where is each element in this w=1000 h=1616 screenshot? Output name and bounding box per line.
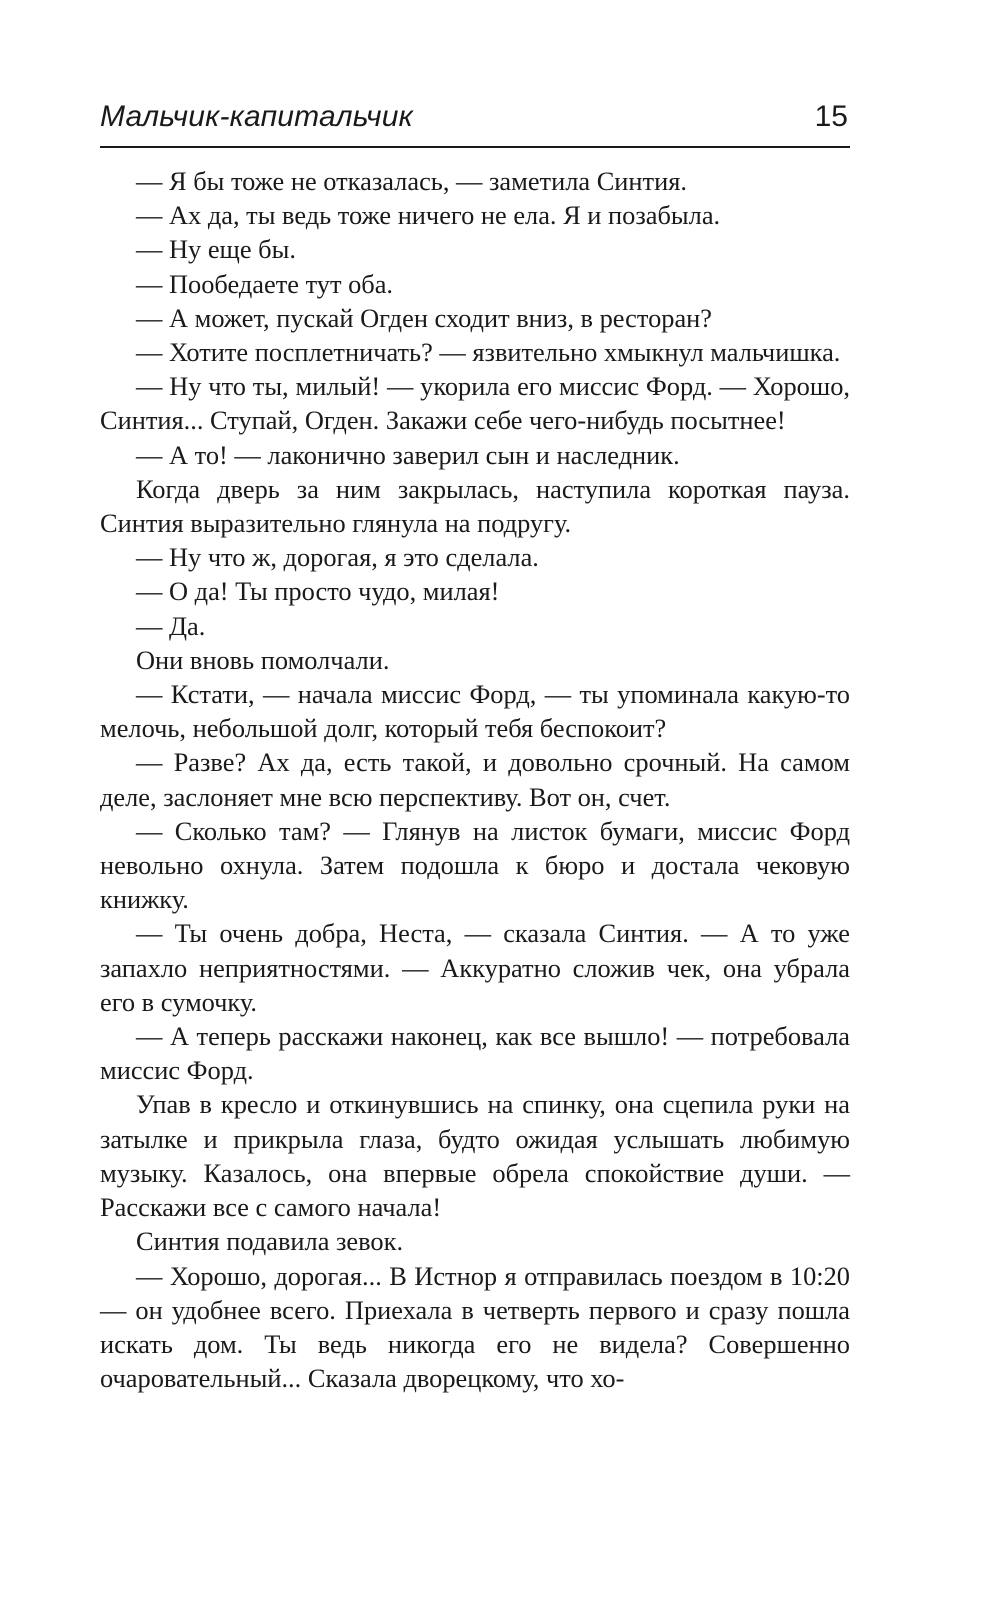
paragraph: Упав в кресло и откинувшись на спинку, она сцепила руки на затылке и прикрыла глаза, будто ожидая услышать любимую музыку. Казалось, она впервые обрела спокойствие души. — Расскажи все с самого начала!: [100, 1089, 850, 1223]
running-title: Мальчик-капитальчик: [100, 100, 413, 133]
paragraph: — Пообедаете тут оба.: [136, 268, 394, 299]
paragraph: — Ну еще бы.: [136, 234, 296, 265]
paragraph: Синтия подавила зевок.: [136, 1226, 404, 1257]
paragraph: Когда дверь за ним закрылась, наступила короткая пауза. Синтия выразительно глянула на подругу.: [100, 473, 850, 539]
paragraph: — Хотите посплетничать? — язвительно хмыкнул мальчишка.: [136, 337, 841, 368]
paragraph: — Ты очень добра, Неста, — сказала Синтия. — А то уже запахло неприятностями. — Аккуратно сложив чек, она убрала его в сумочку.: [100, 918, 850, 1017]
paragraph: Они вновь помолчали.: [136, 644, 390, 675]
paragraph: — А то! — лаконично заверил сын и наследник.: [136, 439, 680, 470]
paragraph: — А теперь расскажи наконец, как все вышло! — потребовала миссис Форд.: [100, 1021, 850, 1086]
paragraph: — Ах да, ты ведь тоже ничего не ела. Я и позабыла.: [136, 200, 721, 231]
paragraph: — Сколько там? — Глянув на листок бумаги, миссис Форд невольно охнула. Затем подошла к бюро и достала чековую книжку.: [100, 815, 850, 915]
page-number: 15: [814, 100, 848, 133]
paragraph: — А может, пускай Огден сходит вниз, в ресторан?: [136, 302, 713, 333]
paragraph: — Хорошо, дорогая... В Истнор я отправилась поездом в 10:20 — он удобнее всего. Приехала в четверть первого и сразу пошла искать дом. Ты ведь никогда его не видела? Совершенно очаровательный... Сказала дворецкому, что хо-: [100, 1260, 850, 1394]
paragraph: — Разве? Ах да, есть такой, и довольно срочный. На самом деле, заслоняет мне всю перспективу. Вот он, счет.: [100, 747, 850, 812]
running-header: [100, 100, 850, 148]
paragraph: — Да.: [136, 610, 206, 641]
paragraph: — Ну что ж, дорогая, я это сделала.: [136, 542, 539, 573]
book-page: [100, 100, 850, 1395]
paragraph: — Ну что ты, милый! — укорила его миссис Форд. — Хорошо, Синтия... Ступай, Огден. Закажи себе чего-нибудь посытнее!: [100, 371, 850, 436]
paragraph: — Кстати, — начала миссис Форд, — ты упоминала какую-то мелочь, небольшой долг, который тебя беспокоит?: [100, 679, 850, 744]
paragraph: — О да! Ты просто чудо, милая!: [136, 576, 500, 607]
paragraph: — Я бы тоже не отказалась, — заметила Синтия.: [136, 166, 687, 196]
body-text: [100, 164, 850, 1395]
